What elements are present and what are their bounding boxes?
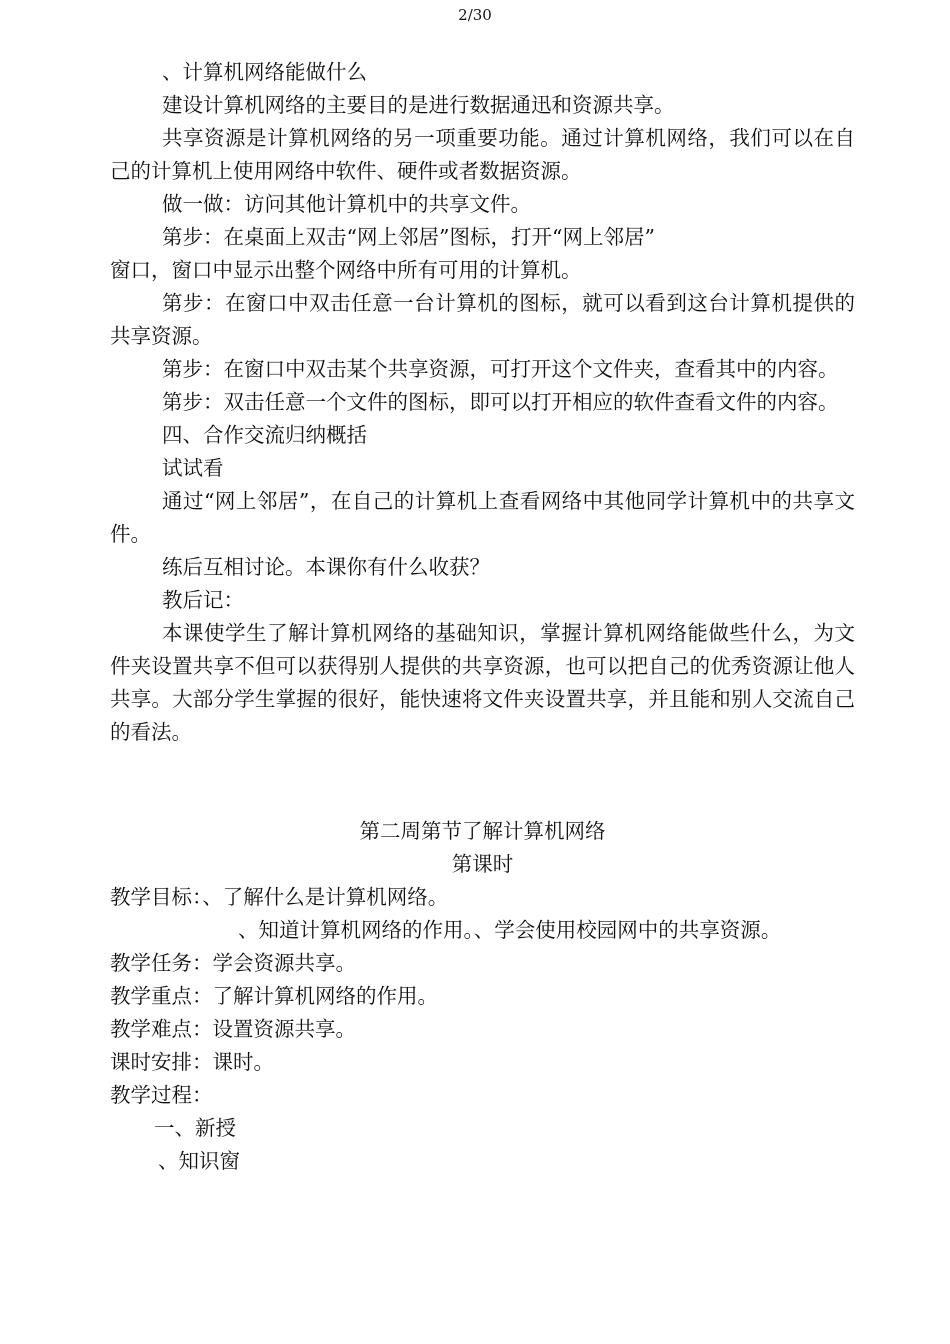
teaching-goal: 、知道计算机网络的作用。、学会使用校园网中的共享资源。 bbox=[238, 918, 782, 942]
paragraph: 教后记： bbox=[162, 588, 244, 612]
class-schedule: 课时安排：课时。 bbox=[110, 1050, 274, 1074]
lesson-subtitle: 第课时 bbox=[451, 852, 514, 876]
paragraph: 本课使学生了解计算机网络的基础知识，掌握计算机网络能做些什么，为文件夹设置共享不但可以获得别人提供的共享资源，也可以把自己的优秀资源让他人共享。大部分学生掌握的很好，能快速将文件夹设置共享，并且能和别人交流自己的看法。 bbox=[110, 621, 855, 744]
teaching-key-point: 教学重点：了解计算机网络的作用。 bbox=[110, 984, 438, 1008]
paragraph: 试试看 bbox=[162, 456, 224, 480]
paragraph: 共享资源是计算机网络的另一项重要功能。通过计算机网络，我们可以在自己的计算机上使用网络中软件、硬件或者数据资源。 bbox=[110, 126, 855, 183]
paragraph: 第步：在窗口中双击某个共享资源，可打开这个文件夹，查看其中的内容。 bbox=[162, 357, 839, 381]
section-heading: 四、合作交流归纳概括 bbox=[162, 423, 367, 447]
teaching-goal: 教学目标：、了解什么是计算机网络。 bbox=[110, 885, 449, 909]
process-step: 一、新授 bbox=[154, 1116, 236, 1140]
document-body bbox=[110, 56, 855, 1178]
paragraph: 第步：在桌面上双击“网上邻居”图标，打开“网上邻居” bbox=[162, 225, 655, 249]
paragraph: 练后互相讨论。本课你有什么收获？ bbox=[162, 555, 490, 579]
paragraph: 通过“网上邻居”，在自己的计算机上查看网络中其他同学计算机中的共享文件。 bbox=[110, 489, 855, 546]
teaching-process: 教学过程： bbox=[110, 1083, 213, 1107]
teaching-task: 教学任务：学会资源共享。 bbox=[110, 951, 356, 975]
paragraph: 第步：双击任意一个文件的图标，即可以打开相应的软件查看文件的内容。 bbox=[162, 390, 839, 414]
paragraph: 建设计算机网络的主要目的是进行数据通迅和资源共享。 bbox=[162, 93, 675, 117]
lesson-title: 第二周第节了解计算机网络 bbox=[359, 819, 606, 843]
heading-network-uses: 、计算机网络能做什么 bbox=[162, 60, 367, 84]
spacer bbox=[110, 749, 855, 815]
paragraph: 窗口，窗口中显示出整个网络中所有可用的计算机。 bbox=[110, 258, 582, 282]
teaching-difficulty: 教学难点：设置资源共享。 bbox=[110, 1017, 356, 1041]
paragraph: 第步：在窗口中双击任意一台计算机的图标，就可以看到这台计算机提供的共享资源。 bbox=[110, 291, 855, 348]
paragraph: 做一做：访问其他计算机中的共享文件。 bbox=[162, 192, 531, 216]
process-step: 、知识窗 bbox=[158, 1149, 240, 1173]
page-number: 2/30 bbox=[458, 6, 492, 24]
